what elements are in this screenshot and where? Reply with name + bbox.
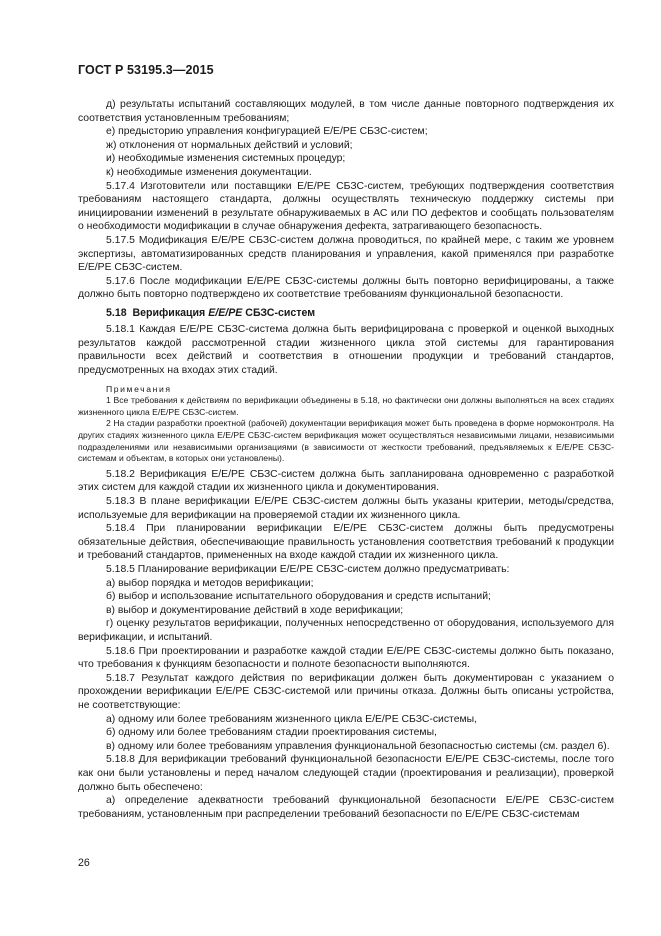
list-item-a3: а) определение адекватности требований функциональной безопасности E/E/PE СБЗС-систем требованиям, установленным при распределении требований безопасности по E/E/PE СБЗС-системам [78,795,614,820]
clause-5-18-1: 5.18.1 Каждая E/E/PE СБЗС-система должна быть верифицирована с проверкой и оценкой выходных результатов каждой рассмотренной стадии жизненного цикла этой системы для гарантирования правильности всех действий и соответствия в отношении продукции и требований стандартов, предусмотренных на входах этих стадий. [78,323,614,376]
clause-5-17-6: 5.17.6 После модификации E/E/PE СБЗС-системы должны быть повторно верифицированы, а также должно быть повторно подтверждено их соответствие требованиям функциональной безопасности. [78,275,614,301]
clause-5-18-4: 5.18.4 При планировании верификации E/E/PE СБЗС-систем должны быть предусмотрены обязательные действия, обеспечивающие правильность установления соответствия требований к продукции и требований стандартов, примененных на входе каждой стадии их жизненного цикла. [78,523,614,562]
list-item-a2: а) одному или более требованиям жизненного цикла E/E/PE СБЗС-системы, [106,713,477,725]
clause-5-17-4: 5.17.4 Изготовители или поставщики E/E/PE СБЗС-систем, требующих подтверждения соответствия требованиям настоящего стандарта, должны осуществлять техническую поддержку системы при инициировании изменений в результате обнаруживаемых в АС или ПО дефектов и сообщать пользователям о необходимости модификации в случае обнаружения дефекта, затрагивающего безопасность. [78,180,614,233]
list-item-v2: в) одному или более требованиям управления функциональной безопасностью системы (см. раздел 6). [106,740,610,752]
note-2: 2 На стадии разработки проектной (рабочей) документации верификация может быть проведена в форме нормоконтроля. На других стадиях жизненного цикла E/E/PE СБЗС-систем верификация может осуществляться независимыми лицами, независимыми подразделениями или независимыми организациями (в зависимости от жесткости требований, предъявляемых к E/E/PE СБЗС-системам и объектам, в которых они установлены). [78,418,614,464]
notes-title: Примечания [106,384,172,395]
list-item-e: е) предысторию управления конфигурацией E/E/PE СБЗС-систем; [106,126,428,138]
clause-5-18-3: 5.18.3 В плане верификации E/E/PE СБЗС-систем должны быть указаны критерии, методы/средства, используемые для верификации на проверяемой стадии их жизненного цикла. [78,496,614,521]
list-item-zh: ж) отклонения от нормальных действий и условий; [106,139,353,151]
document-body [78,98,614,821]
clause-5-18-5: 5.18.5 Планирование верификации E/E/PE СБЗС-систем должно предусматривать: [106,564,510,575]
list-item-i: и) необходимые изменения системных процедур; [106,153,346,165]
section-number: 5.18 [106,306,127,319]
list-item-d: д) результаты испытаний составляющих модулей, в том числе данные повторного подтверждения их соответствия установленным требованиям; [78,99,614,124]
section-title-italic: E/E/PE [208,306,243,319]
note-1: 1 Все требования к действиям по верификации объединены в 5.18, но фактически они должны выполняться на всех стадиях жизненного цикла E/E/PE СБЗС-систем. [78,395,614,417]
list-item-b2: б) одному или более требованиям стадии проектирования системы, [106,727,437,739]
list-item-k: к) необходимые изменения документации. [106,166,312,178]
clause-5-18-6: 5.18.6 При проектировании и разработке каждой стадии E/E/PE СБЗС-системы должно быть показано, что требования к функциям безопасности и полноте безопасности выполняются. [78,645,614,671]
clause-5-18-8: 5.18.8 Для верификации требований функциональной безопасности E/E/PE СБЗС-системы, после того как они были установлены и перед началом следующей стадии (проектирования и реализации), проверкой должно быть обеспечено: [78,754,614,793]
list-item-v: в) выбор и документирование действий в ходе верификации; [106,604,404,616]
list-item-b: б) выбор и использование испытательного оборудования и средств испытаний; [106,591,491,603]
list-item-g: г) оценку результатов верификации, полученных непосредственно от оборудования, используемого для верификации, и испытаний. [78,618,614,643]
section-title-prefix: Верификация [132,306,206,319]
section-title-suffix: СБЗС-систем [245,306,316,319]
clause-5-17-5: 5.17.5 Модификация E/E/PE СБЗС-систем должна проводиться, по крайней мере, с таким же уровнем экспертизы, автоматизированных средств планирования и управления, какой применялся при разработке E/E/PE СБЗС-систем. [78,234,614,274]
page-number: 26 [78,857,90,869]
list-item-a: а) выбор порядка и методов верификации; [106,577,314,589]
document-header: ГОСТ Р 53195.3—2015 [78,63,214,77]
clause-5-18-2: 5.18.2 Верификация E/E/PE СБЗС-систем должна быть запланирована одновременно с разработкой этих систем для каждой стадии их жизненного цикла и документирования. [78,468,614,494]
clause-5-18-7: 5.18.7 Результат каждого действия по верификации должен быть документирован с указанием о прохождении верификации E/E/PE СБЗС-системой или причины отказа. Должны быть описаны устройства, не соответствующие: [78,672,614,711]
section-heading [78,306,614,320]
